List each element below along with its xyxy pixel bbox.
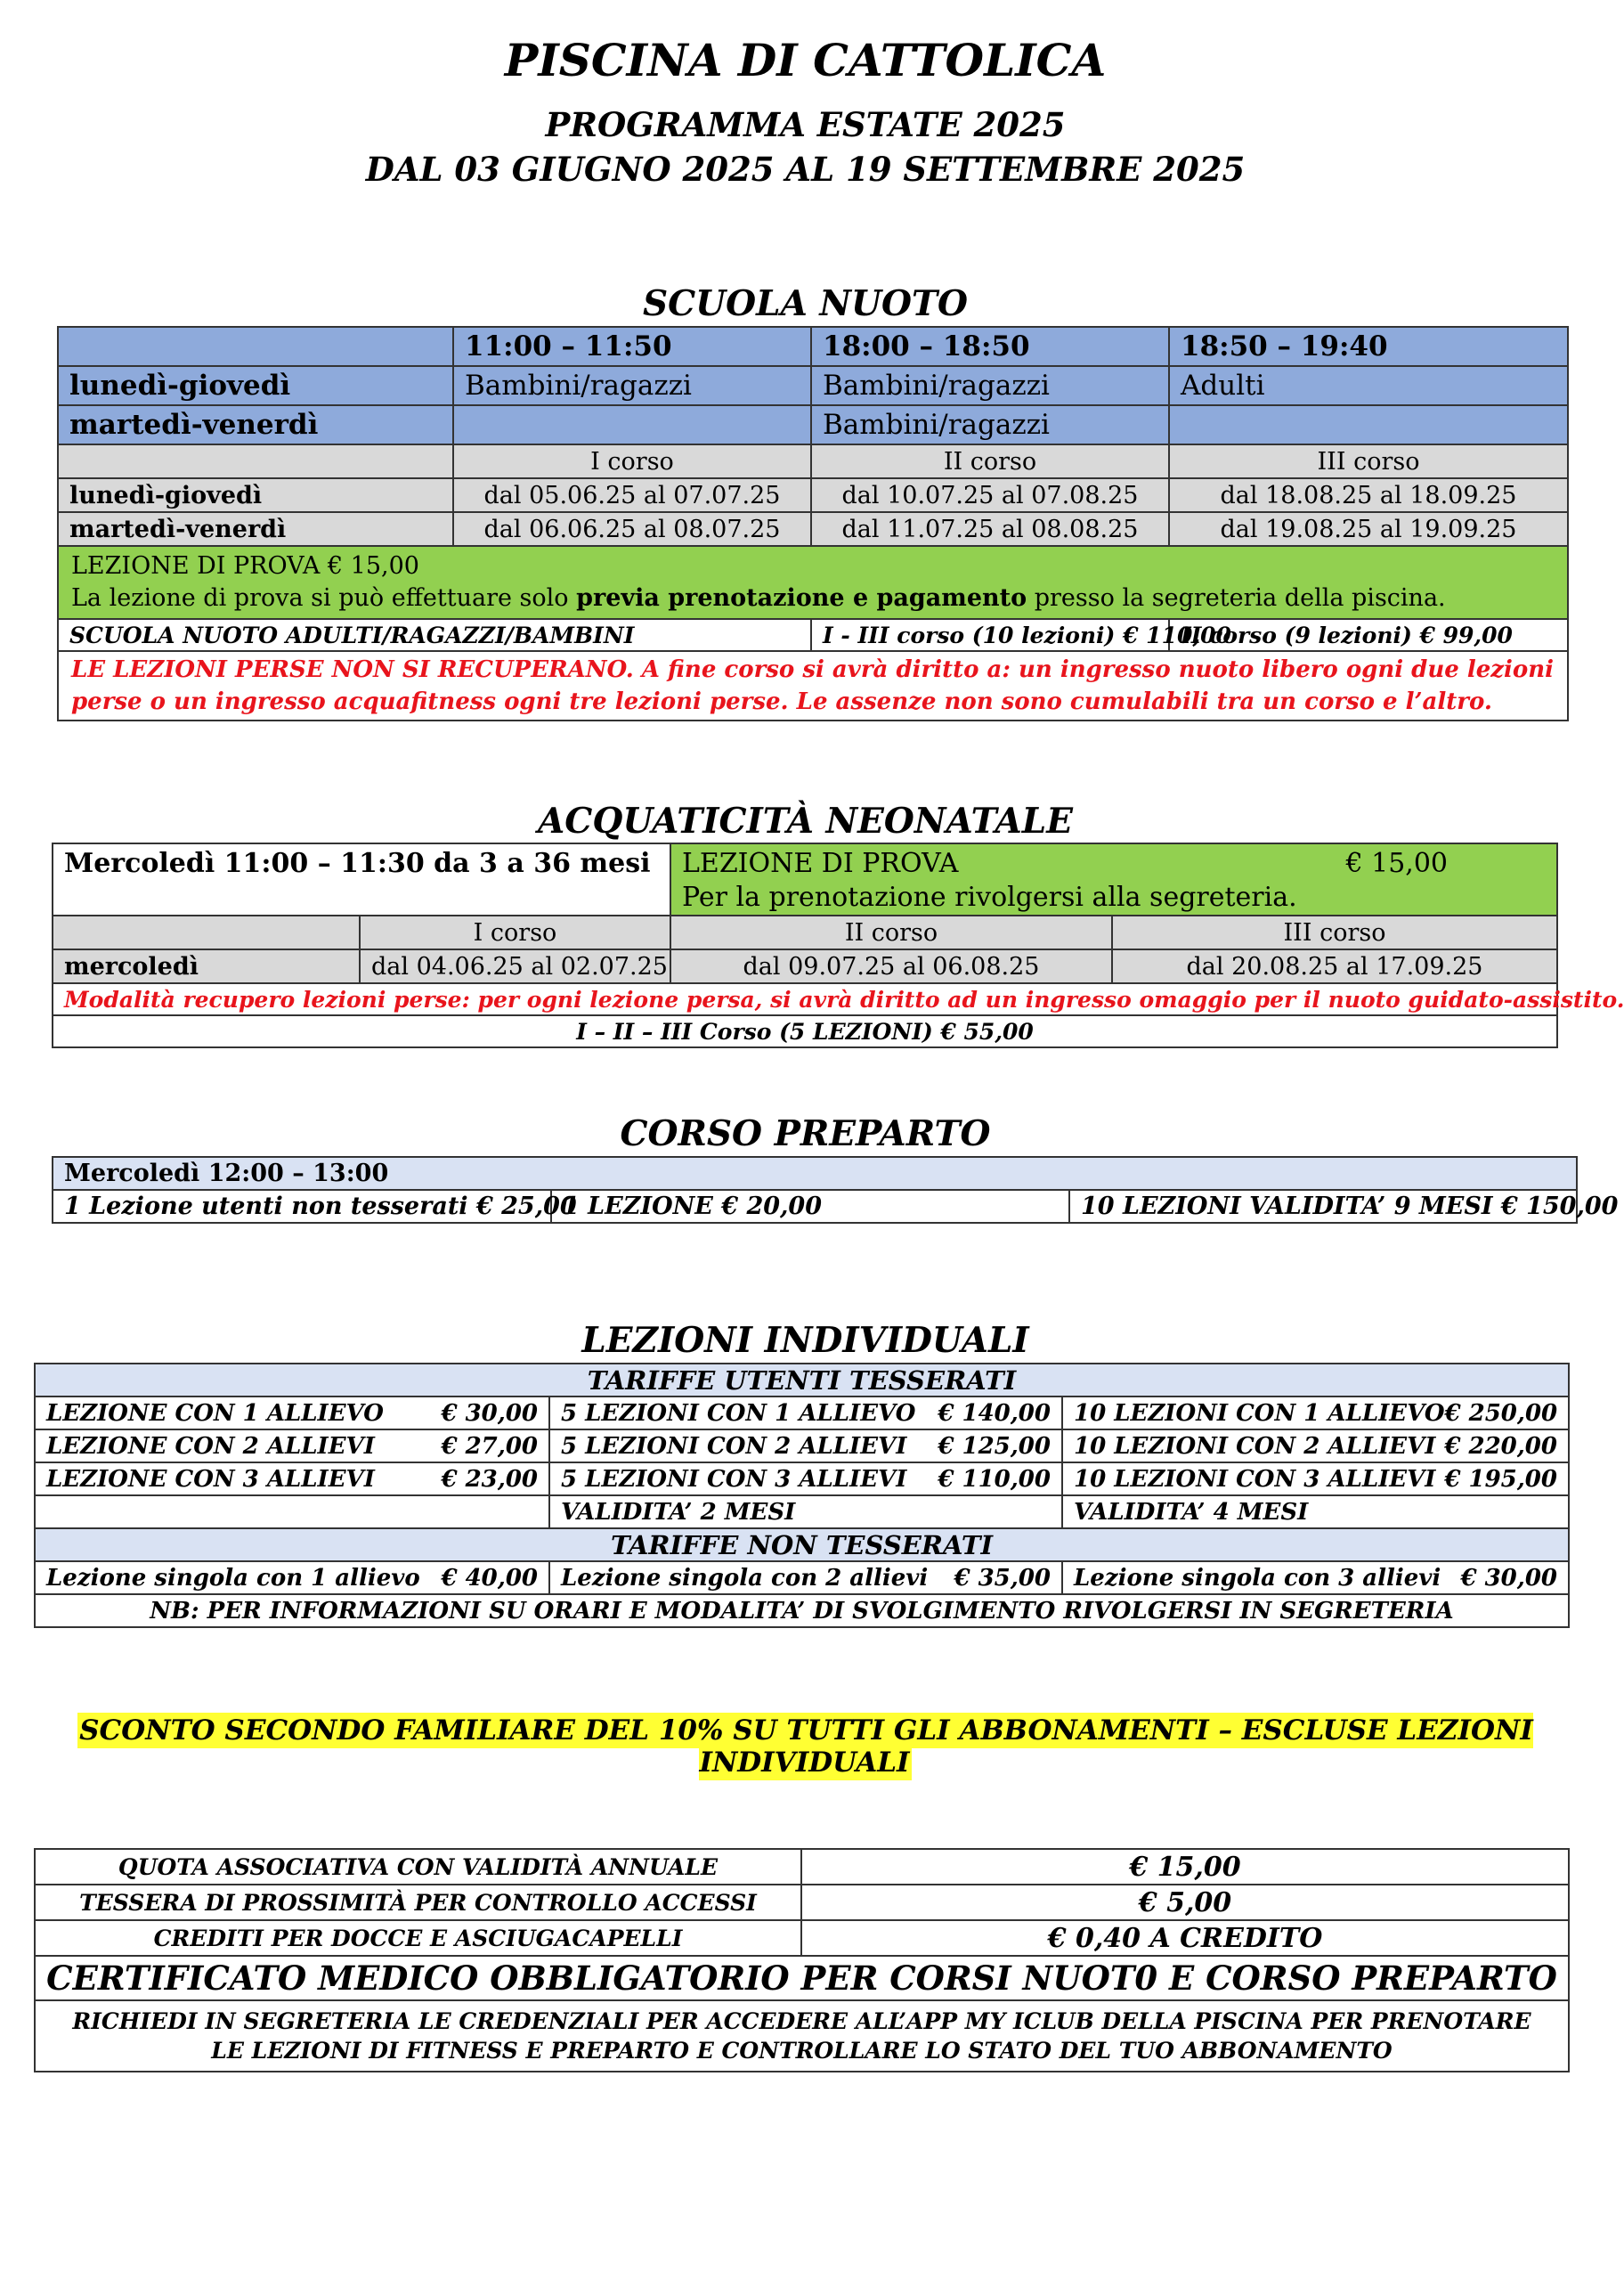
individuali-table (34, 1363, 1570, 1628)
price-cell: 1 LEZIONE € 20,00 (551, 1190, 1069, 1223)
fee-value: € 0,40 A CREDITO (801, 1920, 1569, 1956)
table-row (53, 1157, 1577, 1190)
discount-banner (0, 1714, 1611, 1779)
scuola-nuoto-title: SCUOLA NUOTO (642, 283, 969, 324)
app-info-line: LE LEZIONI DI FITNESS E PREPARTO E CONTROLLARE LO STATO DEL TUO ABBONAMENTO (211, 2038, 1393, 2064)
time-slot: 18:00 – 18:50 (811, 327, 1169, 366)
table-row (35, 1956, 1569, 2000)
course-label: III corso (1112, 916, 1557, 949)
trial-lesson-label: LEZIONE DI PROVA (682, 848, 959, 879)
app-info-line: RICHIEDI IN SEGRETERIA LE CREDENZIALI PER ACCEDERE ALL’APP MY ICLUB DELLA PISCINA PER PRENOTARE (72, 2008, 1531, 2034)
individuali-title: LEZIONI INDIVIDUALI (581, 1320, 1029, 1361)
day-label: martedì-venerdì (58, 405, 453, 444)
course-label: I corso (360, 916, 670, 949)
acquaticita-title: ACQUATICITÀ NEONATALE (538, 801, 1073, 842)
fees-table (34, 1848, 1570, 2072)
price-cell: 5 LEZIONI CON 1 ALLIEVO € 140,00 (549, 1396, 1062, 1429)
fee-label: CREDITI PER DOCCE E ASCIUGACAPELLI (35, 1920, 801, 1956)
fee-price: I - III corso (10 lezioni) € 110,00 (811, 619, 1169, 651)
price-cell: LEZIONE CON 3 ALLIEVI € 23,00 (35, 1462, 549, 1495)
validity-cell: VALIDITA’ 2 MESI (549, 1495, 1062, 1528)
table-row (53, 949, 1557, 983)
schedule-cell: Mercoledì 12:00 – 13:00 (53, 1157, 1577, 1190)
table-row (58, 478, 1568, 512)
nb-note: NB: PER INFORMAZIONI SU ORARI E MODALITA’ DI SVOLGIMENTO RIVOLGERSI IN SEGRETERIA (35, 1594, 1569, 1627)
day-label: lunedì-giovedì (58, 366, 453, 405)
tesserati-header: TARIFFE UTENTI TESSERATI (35, 1364, 1569, 1396)
validity-cell: VALIDITA’ 4 MESI (1062, 1495, 1569, 1528)
discount-text: SCONTO SECONDO FAMILIARE DEL 10% SU TUTTI GLI ABBONAMENTI – ESCLUSE LEZIONI INDIVIDUALI (79, 1714, 1533, 1779)
recupero-text: Modalità recupero lezioni perse: per ogni lezione persa, si avrà diritto ad un ingresso omaggio per il nuoto guidato-assistito. (53, 983, 1557, 1015)
group-cell: Bambini/ragazzi (811, 405, 1169, 444)
price-row (53, 1015, 1557, 1047)
empty-cell (53, 916, 360, 949)
price-cell: 10 LEZIONI CON 3 ALLIEVI € 195,00 (1062, 1462, 1569, 1495)
fee-price: II corso (9 lezioni) € 99,00 (1169, 619, 1568, 651)
courses-row (58, 444, 1568, 478)
date-range: dal 19.08.25 al 19.09.25 (1169, 512, 1568, 546)
warning-row (58, 651, 1568, 721)
price-cell: LEZIONE CON 1 ALLIEVO € 30,00 (35, 1396, 549, 1429)
preparto-title: CORSO PREPARTO (620, 1113, 991, 1154)
trial-lesson-info (670, 843, 1557, 916)
page-subtitle: PROGRAMMA ESTATE 2025 (545, 105, 1066, 144)
table-row (58, 405, 1568, 444)
schedule-cell: Mercoledì 11:00 – 11:30 da 3 a 36 mesi (53, 843, 670, 916)
fee-value: € 5,00 (801, 1885, 1569, 1920)
price-cell: 10 LEZIONI CON 2 ALLIEVI € 220,00 (1062, 1429, 1569, 1462)
date-range: dal 09.07.25 al 06.08.25 (670, 949, 1112, 983)
table-row (53, 1190, 1577, 1223)
price-cell: 5 LEZIONI CON 2 ALLIEVI € 125,00 (549, 1429, 1062, 1462)
day-label: lunedì-giovedì (58, 478, 453, 512)
app-info (35, 2000, 1569, 2072)
fees-row (58, 619, 1568, 651)
table-row (35, 2000, 1569, 2072)
date-range: dal 04.06.25 al 02.07.25 (360, 949, 670, 983)
course-label: III corso (1169, 444, 1568, 478)
course-label: II corso (811, 444, 1169, 478)
page-title: PISCINA DI CATTOLICA (504, 34, 1107, 86)
empty-cell (35, 1495, 549, 1528)
non-tesserati-header: TARIFFE NON TESSERATI (35, 1528, 1569, 1561)
table-header (35, 1364, 1569, 1396)
table-row (58, 366, 1568, 405)
table-row (35, 1462, 1569, 1495)
course-label: I corso (453, 444, 811, 478)
trial-lesson-text: La lezione di prova si può effettuare solo previa prenotazione e pagamento presso la segreteria della piscina. (71, 584, 1446, 612)
courses-row (53, 916, 1557, 949)
trial-lesson-row (58, 546, 1568, 619)
course-price: I – II – III Corso (5 LEZIONI) € 55,00 (53, 1015, 1557, 1047)
table-row (35, 1396, 1569, 1429)
table-row (35, 1885, 1569, 1920)
group-cell (1169, 405, 1568, 444)
table-row (35, 1594, 1569, 1627)
group-cell (453, 405, 811, 444)
table-row (35, 1561, 1569, 1594)
price-cell: Lezione singola con 2 allievi € 35,00 (549, 1561, 1062, 1594)
trial-lesson-price: € 15,00 (1345, 848, 1449, 879)
table-row (35, 1429, 1569, 1462)
price-cell: Lezione singola con 3 allievi € 30,00 (1062, 1561, 1569, 1594)
page-period: DAL 03 GIUGNO 2025 AL 19 SETTEMBRE 2025 (365, 150, 1246, 189)
date-range: dal 11.07.25 al 08.08.25 (811, 512, 1169, 546)
table-row (35, 1849, 1569, 1885)
warning-row (53, 983, 1557, 1015)
price-cell: Lezione singola con 1 allievo € 40,00 (35, 1561, 549, 1594)
time-slot: 18:50 – 19:40 (1169, 327, 1568, 366)
empty-cell (58, 444, 453, 478)
price-cell: 1 Lezione utenti non tesserati € 25,00 (53, 1190, 551, 1223)
empty-cell (58, 327, 453, 366)
fee-label: TESSERA DI PROSSIMITÀ PER CONTROLLO ACCESSI (35, 1885, 801, 1920)
day-label: martedì-venerdì (58, 512, 453, 546)
date-range: dal 20.08.25 al 17.09.25 (1112, 949, 1557, 983)
table-row (53, 843, 1557, 916)
time-slot: 11:00 – 11:50 (453, 327, 811, 366)
price-cell: 10 LEZIONI CON 1 ALLIEVO € 250,00 (1062, 1396, 1569, 1429)
table-row (35, 1920, 1569, 1956)
trial-lesson-title: LEZIONE DI PROVA € 15,00 (71, 552, 419, 580)
price-cell: LEZIONE CON 2 ALLIEVI € 27,00 (35, 1429, 549, 1462)
date-range: dal 05.06.25 al 07.07.25 (453, 478, 811, 512)
fee-value: € 15,00 (801, 1849, 1569, 1885)
table-row (58, 512, 1568, 546)
group-cell: Bambini/ragazzi (453, 366, 811, 405)
group-cell: Adulti (1169, 366, 1568, 405)
table-header (35, 1528, 1569, 1561)
price-cell: 10 LEZIONI VALIDITA’ 9 MESI € 150,00 (1069, 1190, 1577, 1223)
trial-lesson-info (58, 546, 1568, 619)
table-row (35, 1495, 1569, 1528)
fee-label: SCUOLA NUOTO ADULTI/RAGAZZI/BAMBINI (58, 619, 811, 651)
course-label: II corso (670, 916, 1112, 949)
day-label: mercoledì (53, 949, 360, 983)
preparto-table (52, 1156, 1619, 1224)
group-cell: Bambini/ragazzi (811, 366, 1169, 405)
times-row (58, 327, 1568, 366)
scuola-nuoto-table (57, 326, 1569, 721)
date-range: dal 18.08.25 al 18.09.25 (1169, 478, 1568, 512)
warning-text: LE LEZIONI PERSE NON SI RECUPERANO. A fine corso si avrà diritto a: un ingresso nuoto libero ogni due lezioni perse o un ingresso acquafitness ogni tre lezioni perse. Le assenze non sono cumulabili tra un corso e l’altro. (58, 651, 1568, 721)
price-cell: 5 LEZIONI CON 3 ALLIEVI € 110,00 (549, 1462, 1062, 1495)
trial-lesson-note: Per la prenotazione rivolgersi alla segreteria. (682, 882, 1297, 913)
date-range: dal 10.07.25 al 07.08.25 (811, 478, 1169, 512)
date-range: dal 06.06.25 al 08.07.25 (453, 512, 811, 546)
fee-label: QUOTA ASSOCIATIVA CON VALIDITÀ ANNUALE (35, 1849, 801, 1885)
medical-certificate-note: CERTIFICATO MEDICO OBBLIGATORIO PER CORSI NUOT0 E CORSO PREPARTO (35, 1956, 1569, 2000)
acquaticita-table (52, 843, 1624, 1048)
